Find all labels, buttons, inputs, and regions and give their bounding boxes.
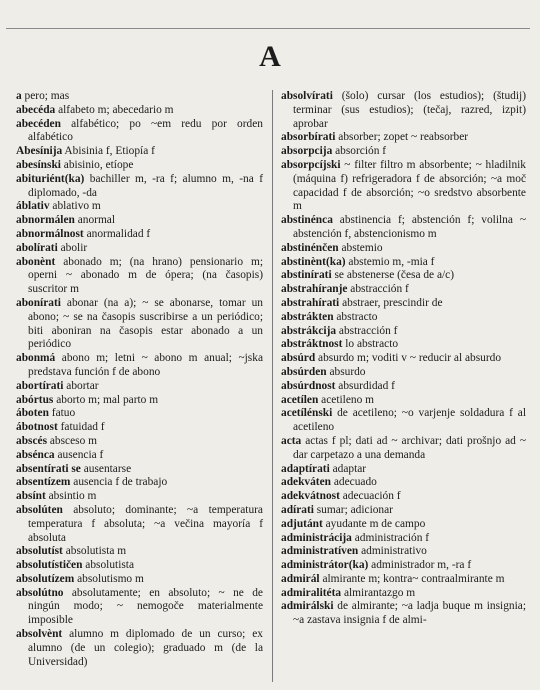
entry-headword: absolútno xyxy=(16,586,64,599)
entry-headword: abonírati xyxy=(16,296,61,309)
entry-definition: anormal xyxy=(74,214,116,227)
dictionary-entry xyxy=(281,394,526,408)
entry-definition: de almirante; ~a ladja buque m insignia; ~a zastava insignia f de almi- xyxy=(293,600,526,627)
dictionary-entry xyxy=(16,352,263,380)
dictionary-entry xyxy=(16,297,263,352)
entry-definition: anormalidad f xyxy=(83,227,151,240)
entry-headword: abnormálnost xyxy=(16,227,84,240)
entry-definition: absurdo xyxy=(326,365,366,378)
entry-definition: alfabético; po ~em redu por orden alfabético xyxy=(28,117,263,144)
dictionary-entry xyxy=(281,380,526,394)
entry-headword: Abesínija xyxy=(16,145,63,158)
entry-definition: adecuación f xyxy=(339,490,401,503)
entry-definition: administrativo xyxy=(358,545,427,558)
entry-definition: alumno m diplomado de un curso; ex alumno (de un colegio); graduado m (de la Universidad) xyxy=(28,628,263,668)
dictionary-entry xyxy=(281,159,526,214)
entry-headword: absolutíst xyxy=(16,545,63,558)
dictionary-entry xyxy=(281,559,526,573)
dictionary-entry xyxy=(16,159,263,173)
entry-definition: abstemio m, -mia f xyxy=(345,255,435,268)
entry-headword: absínt xyxy=(16,490,46,503)
entry-definition: abono m; letni ~ abono m anual; ~jska predstava función f de abono xyxy=(28,352,263,378)
dictionary-entry xyxy=(281,90,526,131)
entry-definition: (šolo) cursar (los estudios); (študij) terminar (sus estudios); (tečaj, razred, izpit) aprobar xyxy=(293,90,526,130)
entry-headword: absorpcíjski xyxy=(281,158,341,171)
entry-definition: abstinencia f; abstención f; volilna ~ abstención f, abstencionismo m xyxy=(293,214,526,240)
entry-definition: lo abstracto xyxy=(342,338,399,351)
dictionary-entry xyxy=(16,228,263,242)
entry-headword: abscés xyxy=(16,434,48,447)
entry-definition: absorción f xyxy=(332,145,387,158)
left-column xyxy=(16,90,263,669)
entry-headword: absúrd xyxy=(281,352,316,365)
entry-headword: administrácija xyxy=(281,531,352,544)
entry-definition: abolir xyxy=(57,241,88,254)
entry-definition: absorber; zopet ~ reabsorber xyxy=(335,131,469,144)
entry-definition: Abisinia f, Etiopía f xyxy=(62,145,155,158)
entry-headword: acetílen xyxy=(281,393,319,406)
entry-headword: absentírati se xyxy=(16,462,81,475)
dictionary-entry xyxy=(16,628,263,669)
entry-definition: acetileno m xyxy=(318,393,374,406)
entry-headword: absúrdnost xyxy=(281,379,336,392)
dictionary-entry xyxy=(281,545,526,559)
entry-headword: adírati xyxy=(281,503,314,516)
entry-headword: administratíven xyxy=(281,545,359,558)
entry-definition: bachiller m, -ra f; alumno m, -na f diplomado, -da xyxy=(28,172,263,199)
entry-headword: administrátor(ka) xyxy=(281,559,369,572)
dictionary-entry xyxy=(281,366,526,380)
dictionary-entry xyxy=(281,131,526,145)
dictionary-entry xyxy=(16,90,263,104)
header-rule xyxy=(6,28,530,29)
entry-definition: administración f xyxy=(351,531,430,544)
entry-headword: abecéden xyxy=(16,117,61,130)
entry-headword: abituriént(ka) xyxy=(16,172,85,185)
entry-definition: ayudante m de campo xyxy=(322,517,426,530)
dictionary-entry xyxy=(281,242,526,256)
entry-headword: absolvènt xyxy=(16,628,63,641)
entry-definition: ausencia f xyxy=(54,448,104,461)
entry-headword: acetílénski xyxy=(281,407,333,420)
entry-headword: adekvátnost xyxy=(281,490,340,503)
entry-definition: abonar (na a); ~ se abonarse, tomar un abono; ~ se na časopis suscribirse a un periódico; biti aboniran na časopis estar abonado a un periódico xyxy=(28,296,263,351)
dictionary-entry xyxy=(281,476,526,490)
entry-definition: pero; mas xyxy=(21,90,70,102)
dictionary-entry xyxy=(16,449,263,463)
entry-headword: abstinènt(ka) xyxy=(281,255,346,268)
dictionary-entry xyxy=(16,380,263,394)
dictionary-entry xyxy=(281,573,526,587)
entry-definition: aborto m; mal parto m xyxy=(53,393,159,406)
entry-definition: de acetileno; ~o varjenje soldadura f al acetileno xyxy=(293,407,526,434)
dictionary-entry xyxy=(281,352,526,366)
entry-headword: admirál xyxy=(281,572,320,585)
entry-definition: abstraer, prescindir de xyxy=(339,296,443,309)
dictionary-entry xyxy=(281,283,526,297)
entry-headword: abstrákten xyxy=(281,310,334,323)
entry-headword: abstrahíranje xyxy=(281,283,348,296)
entry-definition: absceso m xyxy=(47,434,97,447)
entry-definition: abstracto xyxy=(333,310,378,323)
dictionary-entry xyxy=(16,145,263,159)
entry-headword: abonmá xyxy=(16,352,56,365)
entry-definition: abortar xyxy=(63,379,99,392)
entry-definition: absolutismo m xyxy=(74,572,144,585)
entry-headword: adjutánt xyxy=(281,517,323,530)
dictionary-entry xyxy=(16,242,263,256)
entry-definition: ~ filter filtro m absorbente; ~ hladilnik (máquina f) refrigeradora f de absorción; ~a moč capacidad f de absorción; ~o sredstvo absorbente m xyxy=(293,158,526,213)
entry-headword: absolvírati xyxy=(281,90,333,102)
dictionary-entry xyxy=(16,118,263,146)
dictionary-entry xyxy=(16,214,263,228)
dictionary-entry xyxy=(281,311,526,325)
entry-headword: admiralitéta xyxy=(281,586,342,599)
entry-definition: absoluto; dominante; ~a temperatura temperatura f absoluta; ~a večina mayoría f absoluta xyxy=(28,503,263,544)
entry-headword: admirálski xyxy=(281,600,334,613)
dictionary-entry xyxy=(16,545,263,559)
dictionary-entry xyxy=(16,573,263,587)
dictionary-entry xyxy=(281,587,526,601)
entry-definition: absolutamente; en absoluto; ~ ne de ningún modo; ~ nemogoče materialmente imposible xyxy=(28,586,263,627)
entry-definition: fatuo xyxy=(48,407,76,420)
entry-headword: acta xyxy=(281,434,302,447)
entry-definition: sumar; adicionar xyxy=(313,503,393,516)
entry-definition: alfabeto m; abecedario m xyxy=(55,103,174,116)
dictionary-entry xyxy=(281,325,526,339)
dictionary-entry xyxy=(16,256,263,297)
entry-headword: abonènt xyxy=(16,255,56,268)
right-column xyxy=(281,90,526,628)
dictionary-entry xyxy=(16,104,263,118)
entry-definition: abonado m; (na hrano) pensionario m; operni ~ abonado m de ópera; (na časopis) suscritor m xyxy=(28,255,263,296)
dictionary-entry xyxy=(16,463,263,477)
dictionary-entry xyxy=(281,269,526,283)
entry-headword: absolúten xyxy=(16,503,63,516)
entry-headword: adaptírati xyxy=(281,462,330,475)
dictionary-entry xyxy=(16,435,263,449)
dictionary-entry xyxy=(16,559,263,573)
dictionary-entry xyxy=(281,407,526,435)
entry-definition: absintio m xyxy=(45,490,97,503)
entry-headword: absolutístičen xyxy=(16,559,83,572)
entry-headword: abnormálen xyxy=(16,214,75,227)
dictionary-entry xyxy=(281,532,526,546)
entry-definition: ausencia f de trabajo xyxy=(70,476,168,489)
entry-definition: administrador m, -ra f xyxy=(368,559,472,572)
entry-headword: absúrden xyxy=(281,365,327,378)
entry-definition: abstracción f xyxy=(336,324,398,337)
dictionary-entry xyxy=(281,600,526,628)
entry-headword: abortírati xyxy=(16,379,64,392)
dictionary-entry xyxy=(281,214,526,242)
dictionary-entry xyxy=(281,338,526,352)
dictionary-entry xyxy=(16,407,263,421)
entry-definition: absurdo m; voditi v ~ reducir al absurdo xyxy=(315,352,502,365)
entry-headword: abolírati xyxy=(16,241,58,254)
dictionary-entry xyxy=(281,297,526,311)
entry-definition: absurdidad f xyxy=(335,379,395,392)
entry-headword: abstinénca xyxy=(281,214,333,227)
dictionary-entry xyxy=(16,394,263,408)
dictionary-entry xyxy=(16,173,263,201)
dictionary-entry xyxy=(16,490,263,504)
dictionary-entry xyxy=(16,421,263,435)
entry-definition: adaptar xyxy=(329,462,367,475)
dictionary-entry xyxy=(281,435,526,463)
dictionary-entry xyxy=(281,256,526,270)
entry-definition: abstracción f xyxy=(347,283,409,296)
entry-headword: a xyxy=(16,90,22,102)
column-divider xyxy=(272,90,273,682)
entry-definition: almirantazgo m xyxy=(341,586,416,599)
entry-headword: abecéda xyxy=(16,103,56,116)
entry-headword: abesínski xyxy=(16,158,61,171)
entry-definition: ausentarse xyxy=(80,462,132,475)
entry-headword: adekváten xyxy=(281,476,331,489)
entry-headword: áboten xyxy=(16,407,49,420)
entry-definition: absolutista xyxy=(82,559,135,572)
section-letter: A xyxy=(259,40,281,73)
entry-headword: abórtus xyxy=(16,393,54,406)
dictionary-entry xyxy=(16,587,263,628)
entry-headword: absorpcija xyxy=(281,145,333,158)
entry-headword: abstrákcija xyxy=(281,324,337,337)
entry-headword: ábotnost xyxy=(16,421,58,434)
dictionary-entry xyxy=(16,200,263,214)
dictionary-entry xyxy=(281,518,526,532)
entry-definition: absolutista m xyxy=(62,545,127,558)
entry-definition: adecuado xyxy=(331,476,377,489)
entry-headword: absénca xyxy=(16,448,55,461)
entry-headword: abstinénčen xyxy=(281,241,339,254)
entry-headword: áblativ xyxy=(16,200,50,213)
entry-headword: abstrahírati xyxy=(281,296,340,309)
dictionary-entry xyxy=(281,504,526,518)
entry-definition: almirante m; kontra~ contraalmirante m xyxy=(319,572,505,585)
entry-definition: abisinio, etíope xyxy=(60,158,134,171)
dictionary-entry xyxy=(281,145,526,159)
entry-definition: ablativo m xyxy=(49,200,101,213)
entry-headword: abstráktnost xyxy=(281,338,343,351)
entry-definition: abstemio xyxy=(338,241,383,254)
entry-definition: fatuidad f xyxy=(57,421,105,434)
entry-headword: absorbírati xyxy=(281,131,336,144)
entry-headword: abstinírati xyxy=(281,269,332,282)
entry-definition: se abstenerse (česa de a/c) xyxy=(331,269,455,282)
entry-headword: absentízem xyxy=(16,476,71,489)
entry-headword: absolutízem xyxy=(16,572,75,585)
entry-definition: actas f pl; dati ad ~ archivar; dati prošnjo ad ~ dar carpetazo a una demanda xyxy=(293,434,526,461)
dictionary-entry xyxy=(281,463,526,477)
dictionary-entry xyxy=(281,490,526,504)
dictionary-entry xyxy=(16,476,263,490)
dictionary-entry xyxy=(16,504,263,545)
